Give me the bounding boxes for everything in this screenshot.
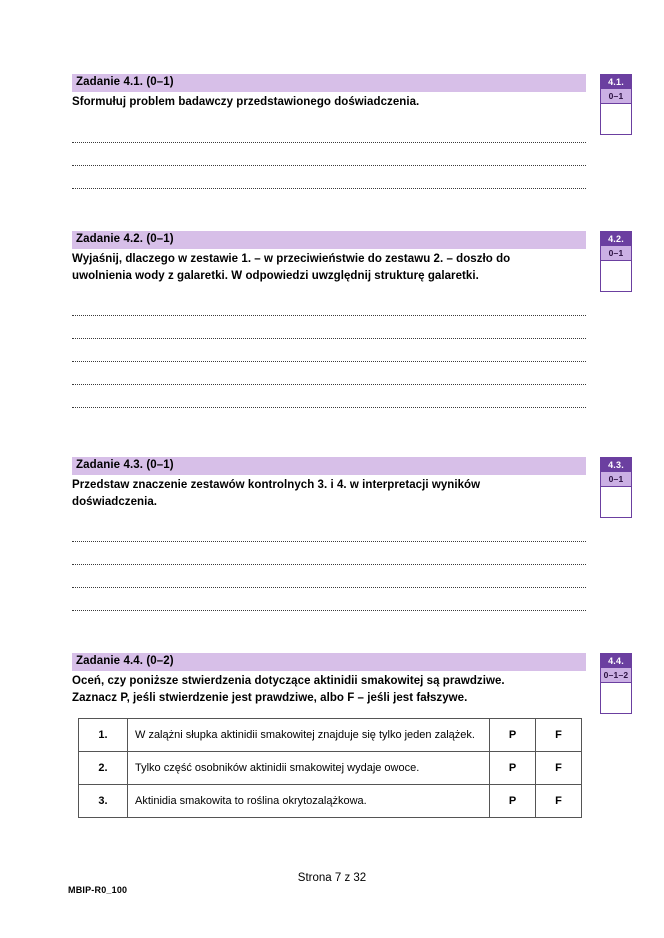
row-option-false[interactable]: F [536, 752, 582, 785]
answer-line[interactable] [72, 120, 586, 143]
answer-line[interactable] [72, 166, 586, 189]
row-statement: Aktinidia smakowita to roślina okrytozalążkowa. [128, 785, 490, 818]
task-prompt-line-1: Sformułuj problem badawczy przedstawionego doświadczenia. [72, 96, 420, 108]
answer-line[interactable] [72, 588, 586, 611]
task-header-4-1: Zadanie 4.1. (0–1) [72, 74, 586, 92]
score-box-id: 4.2. [601, 232, 631, 246]
task-prompt-line-1: Przedstaw znaczenie zestawów kontrolnych 3. i 4. w interpretacji wyników [72, 479, 481, 491]
score-box-4-2 [600, 231, 632, 292]
row-option-true[interactable]: P [490, 785, 536, 818]
task-prompt-4-2 [72, 249, 586, 284]
row-option-false[interactable]: F [536, 719, 582, 752]
task-prompt-line-1: Wyjaśnij, dlaczego w zestawie 1. – w przeciwieństwie do zestawu 2. – doszło do [72, 253, 511, 265]
task-header-4-2: Zadanie 4.2. (0–1) [72, 231, 586, 249]
answer-lines-4-3[interactable] [72, 519, 586, 611]
answer-line[interactable] [72, 316, 586, 339]
sheet-code-label: MBIP-R0_100 [68, 885, 128, 895]
row-number: 2. [79, 752, 128, 785]
answer-line[interactable] [72, 339, 586, 362]
answer-lines-4-2[interactable] [72, 293, 586, 408]
row-number: 1. [79, 719, 128, 752]
score-box-blank[interactable] [601, 683, 631, 713]
score-box-range: 0–1 [601, 472, 631, 487]
score-box-blank[interactable] [601, 261, 631, 291]
task-prompt-line-2: Zaznacz P, jeśli stwierdzenie jest prawdziwe, albo F – jeśli jest fałszywe. [72, 691, 468, 704]
score-box-4-1 [600, 74, 632, 135]
answer-line[interactable] [72, 362, 586, 385]
score-box-4-4 [600, 653, 632, 714]
score-box-range: 0–1–2 [601, 668, 631, 683]
task-prompt-line-1: Oceń, czy poniższe stwierdzenia dotyczące aktinidii smakowitej są prawdziwe. [72, 675, 505, 687]
answer-line[interactable] [72, 565, 586, 588]
page-number-label: Strona 7 z 32 [297, 872, 367, 884]
score-box-id: 4.4. [601, 654, 631, 668]
score-box-range: 0–1 [601, 246, 631, 261]
row-option-false[interactable]: F [536, 785, 582, 818]
answer-line[interactable] [72, 385, 586, 408]
task-header-4-3: Zadanie 4.3. (0–1) [72, 457, 586, 475]
task-prompt-line-2: uwolnienia wody z galaretki. W odpowiedzi uwzględnij strukturę galaretki. [72, 269, 479, 282]
table-row [79, 752, 582, 785]
row-option-true[interactable]: P [490, 719, 536, 752]
task-block-4-2 [72, 231, 586, 408]
answer-line[interactable] [72, 143, 586, 166]
table-row [79, 785, 582, 818]
score-box-id: 4.3. [601, 458, 631, 472]
task-block-4-4 [72, 653, 586, 706]
task-block-4-3 [72, 457, 586, 611]
row-number: 3. [79, 785, 128, 818]
task-prompt-line-2: doświadczenia. [72, 495, 158, 508]
answer-line[interactable] [72, 519, 586, 542]
true-false-table [78, 718, 582, 818]
score-box-4-3 [600, 457, 632, 518]
task-header-4-4: Zadanie 4.4. (0–2) [72, 653, 586, 671]
score-box-id: 4.1. [601, 75, 631, 89]
answer-line[interactable] [72, 293, 586, 316]
row-statement: Tylko część osobników aktinidii smakowitej wydaje owoce. [128, 752, 490, 785]
answer-line[interactable] [72, 542, 586, 565]
score-box-range: 0–1 [601, 89, 631, 104]
answer-lines-4-1[interactable] [72, 120, 586, 189]
row-option-true[interactable]: P [490, 752, 536, 785]
score-box-blank[interactable] [601, 487, 631, 517]
task-prompt-4-4 [72, 671, 586, 706]
row-statement: W zalążni słupka aktinidii smakowitej znajduje się tylko jeden zalążek. [128, 719, 490, 752]
table-row [79, 719, 582, 752]
score-box-blank[interactable] [601, 104, 631, 134]
task-prompt-4-3 [72, 475, 586, 510]
task-prompt-4-1 [72, 92, 586, 111]
task-block-4-1 [72, 74, 586, 189]
